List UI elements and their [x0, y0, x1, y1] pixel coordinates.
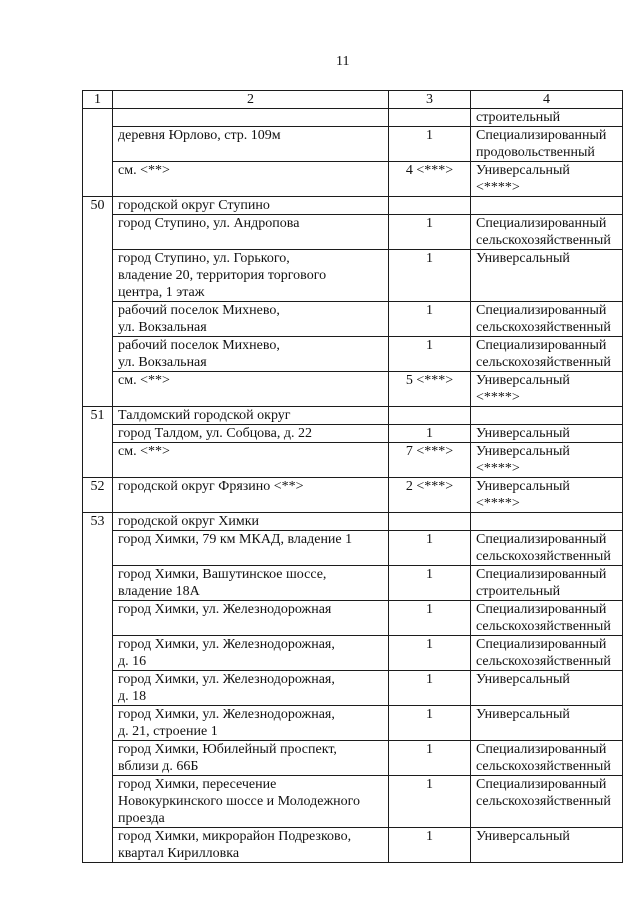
location-line: городской округ Химки	[118, 514, 260, 529]
row-number: 52	[90, 479, 105, 494]
table-row	[83, 671, 623, 706]
type-line: Универсальный	[476, 707, 570, 722]
cell-number	[83, 109, 113, 197]
type-line: сельскохозяйственный	[476, 654, 611, 669]
type-line: сельскохозяйственный	[476, 355, 611, 370]
table-row	[83, 636, 623, 671]
count-value: 7 <***>	[405, 444, 454, 459]
location-line: проезда	[118, 811, 165, 826]
table-row	[83, 215, 623, 250]
type-line: Универсальный	[476, 672, 570, 687]
location-line: владение 18А	[118, 584, 200, 599]
count-value: 1	[426, 707, 433, 722]
cell-type	[471, 407, 623, 425]
count-value: 1	[426, 672, 433, 687]
location-line: город Ступино, ул. Андропова	[118, 216, 300, 231]
table-row	[83, 337, 623, 372]
location-line: город Химки, пересечение	[118, 777, 277, 792]
count-value: 1	[426, 637, 433, 652]
type-line: сельскохозяйственный	[476, 794, 611, 809]
cell-number	[83, 407, 113, 478]
location-line: город Ступино, ул. Горького,	[118, 251, 290, 266]
cell-type	[471, 706, 623, 741]
type-line: <****>	[476, 496, 520, 511]
cell-location	[113, 109, 389, 127]
cell-location	[113, 407, 389, 425]
type-line: Специализированный	[476, 777, 607, 792]
cell-type	[471, 601, 623, 636]
location-line: см. <**>	[118, 444, 170, 459]
count-value: 1	[426, 532, 433, 547]
row-number: 53	[90, 514, 105, 529]
table-row	[83, 566, 623, 601]
location-line: д. 18	[118, 689, 147, 704]
cell-location	[113, 601, 389, 636]
cell-location	[113, 671, 389, 706]
type-line: сельскохозяйственный	[476, 759, 611, 774]
type-line: Специализированный	[476, 338, 607, 353]
type-line: Специализированный	[476, 216, 607, 231]
table-row	[83, 443, 623, 478]
location-line: городской округ Фрязино <**>	[118, 479, 304, 494]
cell-type	[471, 127, 623, 162]
cell-location	[113, 215, 389, 250]
type-line: Универсальный	[476, 444, 570, 459]
cell-type	[471, 671, 623, 706]
cell-count	[389, 478, 471, 513]
cell-type	[471, 250, 623, 302]
table-row	[83, 531, 623, 566]
location-line: город Химки, ул. Железнодорожная,	[118, 672, 335, 687]
location-line: Талдомский городской округ	[118, 408, 291, 423]
type-line: Универсальный	[476, 373, 570, 388]
cell-type	[471, 109, 623, 127]
cell-location	[113, 513, 389, 531]
location-line: Новокуркинского шоссе и Молодежного	[118, 794, 361, 809]
cell-type	[471, 443, 623, 478]
location-line: д. 16	[118, 654, 147, 669]
location-line: город Химки, Юбилейный проспект,	[118, 742, 337, 757]
count-value: 2 <***>	[405, 479, 454, 494]
cell-location	[113, 302, 389, 337]
count-value: 1	[426, 602, 433, 617]
location-line: город Химки, 79 км МКАД, владение 1	[118, 532, 353, 547]
location-line: город Химки, ул. Железнодорожная,	[118, 707, 335, 722]
count-value: 1	[426, 426, 433, 441]
cell-location	[113, 337, 389, 372]
cell-type	[471, 425, 623, 443]
header-cell-4: 4	[471, 91, 623, 109]
location-line: см. <**>	[118, 373, 170, 388]
location-line: вблизи д. 66Б	[118, 759, 199, 774]
type-line: <****>	[476, 180, 520, 195]
count-value: 1	[426, 303, 433, 318]
cell-count	[389, 636, 471, 671]
location-line: ул. Вокзальная	[118, 355, 207, 370]
header-cell-1: 1	[83, 91, 113, 109]
count-value: 4 <***>	[405, 163, 454, 178]
cell-number	[83, 197, 113, 407]
count-value: 1	[426, 829, 433, 844]
row-number: 50	[90, 198, 105, 213]
header-cell-3: 3	[389, 91, 471, 109]
table-row	[83, 478, 623, 513]
cell-count	[389, 566, 471, 601]
cell-count	[389, 513, 471, 531]
count-value: 5 <***>	[405, 373, 454, 388]
page-number: 11	[336, 54, 350, 69]
count-value: 1	[426, 567, 433, 582]
cell-count	[389, 425, 471, 443]
cell-count	[389, 741, 471, 776]
location-line: д. 21, строение 1	[118, 724, 218, 739]
location-line: город Химки, Вашутинское шоссе,	[118, 567, 327, 582]
type-line: Специализированный	[476, 128, 607, 143]
count-value: 1	[426, 216, 433, 231]
cell-type	[471, 162, 623, 197]
cell-location	[113, 531, 389, 566]
table-row	[83, 706, 623, 741]
table-row	[83, 513, 623, 531]
type-line: Специализированный	[476, 303, 607, 318]
location-line: деревня Юрлово, стр. 109м	[118, 128, 281, 143]
table-row	[83, 127, 623, 162]
type-line: Специализированный	[476, 742, 607, 757]
location-line: владение 20, территория торгового	[118, 268, 327, 283]
cell-count	[389, 162, 471, 197]
type-line: сельскохозяйственный	[476, 320, 611, 335]
location-line: центра, 1 этаж	[118, 285, 205, 300]
cell-count	[389, 531, 471, 566]
cell-location	[113, 425, 389, 443]
type-line: продовольственный	[476, 145, 595, 160]
type-line: сельскохозяйственный	[476, 549, 611, 564]
table-row	[83, 109, 623, 127]
cell-count	[389, 250, 471, 302]
table-row	[83, 197, 623, 215]
location-line: см. <**>	[118, 163, 170, 178]
table-row	[83, 302, 623, 337]
cell-type	[471, 636, 623, 671]
cell-location	[113, 197, 389, 215]
location-line: город Талдом, ул. Собцова, д. 22	[118, 426, 312, 441]
cell-type	[471, 741, 623, 776]
cell-count	[389, 407, 471, 425]
type-line: сельскохозяйственный	[476, 233, 611, 248]
cell-type	[471, 197, 623, 215]
cell-type	[471, 215, 623, 250]
cell-count	[389, 372, 471, 407]
type-line: Специализированный	[476, 637, 607, 652]
type-line: <****>	[476, 461, 520, 476]
cell-location	[113, 250, 389, 302]
cell-type	[471, 531, 623, 566]
cell-type	[471, 337, 623, 372]
cell-type	[471, 302, 623, 337]
cell-location	[113, 372, 389, 407]
count-value: 1	[426, 338, 433, 353]
location-line: город Химки, микрорайон Подрезково,	[118, 829, 352, 844]
table-row	[83, 601, 623, 636]
cell-count	[389, 197, 471, 215]
location-line: ул. Вокзальная	[118, 320, 207, 335]
location-line: рабочий поселок Михнево,	[118, 303, 280, 318]
location-line: городской округ Ступино	[118, 198, 270, 213]
stores-table	[82, 90, 623, 863]
type-line: сельскохозяйственный	[476, 619, 611, 634]
count-value: 1	[426, 742, 433, 757]
cell-number	[83, 513, 113, 863]
type-line: Универсальный	[476, 479, 570, 494]
cell-type	[471, 828, 623, 863]
type-line: Универсальный	[476, 251, 570, 266]
type-line: строительный	[476, 584, 561, 599]
cell-count	[389, 828, 471, 863]
count-value: 1	[426, 251, 433, 266]
count-value: 1	[426, 777, 433, 792]
table-row	[83, 250, 623, 302]
table-row	[83, 776, 623, 828]
row-number: 51	[90, 408, 105, 423]
table-row	[83, 162, 623, 197]
cell-type	[471, 478, 623, 513]
cell-type	[471, 372, 623, 407]
location-line: квартал Кирилловка	[118, 846, 240, 861]
cell-count	[389, 443, 471, 478]
type-line: строительный	[476, 110, 561, 125]
header-cell-2: 2	[113, 91, 389, 109]
cell-count	[389, 215, 471, 250]
table-header-row	[83, 91, 623, 109]
table-row	[83, 407, 623, 425]
cell-count	[389, 776, 471, 828]
cell-count	[389, 337, 471, 372]
table-row	[83, 741, 623, 776]
type-line: Универсальный	[476, 829, 570, 844]
type-line: Специализированный	[476, 567, 607, 582]
cell-count	[389, 706, 471, 741]
table-row	[83, 372, 623, 407]
type-line: Универсальный	[476, 426, 570, 441]
table-row	[83, 828, 623, 863]
cell-location	[113, 828, 389, 863]
cell-location	[113, 741, 389, 776]
cell-number	[83, 478, 113, 513]
cell-location	[113, 162, 389, 197]
type-line: Специализированный	[476, 532, 607, 547]
cell-location	[113, 636, 389, 671]
cell-count	[389, 601, 471, 636]
type-line: Специализированный	[476, 602, 607, 617]
count-value: 1	[426, 128, 433, 143]
cell-location	[113, 478, 389, 513]
table-body	[83, 91, 623, 863]
cell-location	[113, 706, 389, 741]
location-line: город Химки, ул. Железнодорожная	[118, 602, 332, 617]
table-row	[83, 425, 623, 443]
cell-count	[389, 302, 471, 337]
cell-type	[471, 776, 623, 828]
cell-count	[389, 671, 471, 706]
cell-type	[471, 566, 623, 601]
cell-location	[113, 443, 389, 478]
cell-count	[389, 109, 471, 127]
location-line: рабочий поселок Михнево,	[118, 338, 280, 353]
cell-location	[113, 127, 389, 162]
type-line: <****>	[476, 390, 520, 405]
type-line: Универсальный	[476, 163, 570, 178]
cell-type	[471, 513, 623, 531]
cell-location	[113, 566, 389, 601]
cell-count	[389, 127, 471, 162]
location-line: город Химки, ул. Железнодорожная,	[118, 637, 335, 652]
cell-location	[113, 776, 389, 828]
